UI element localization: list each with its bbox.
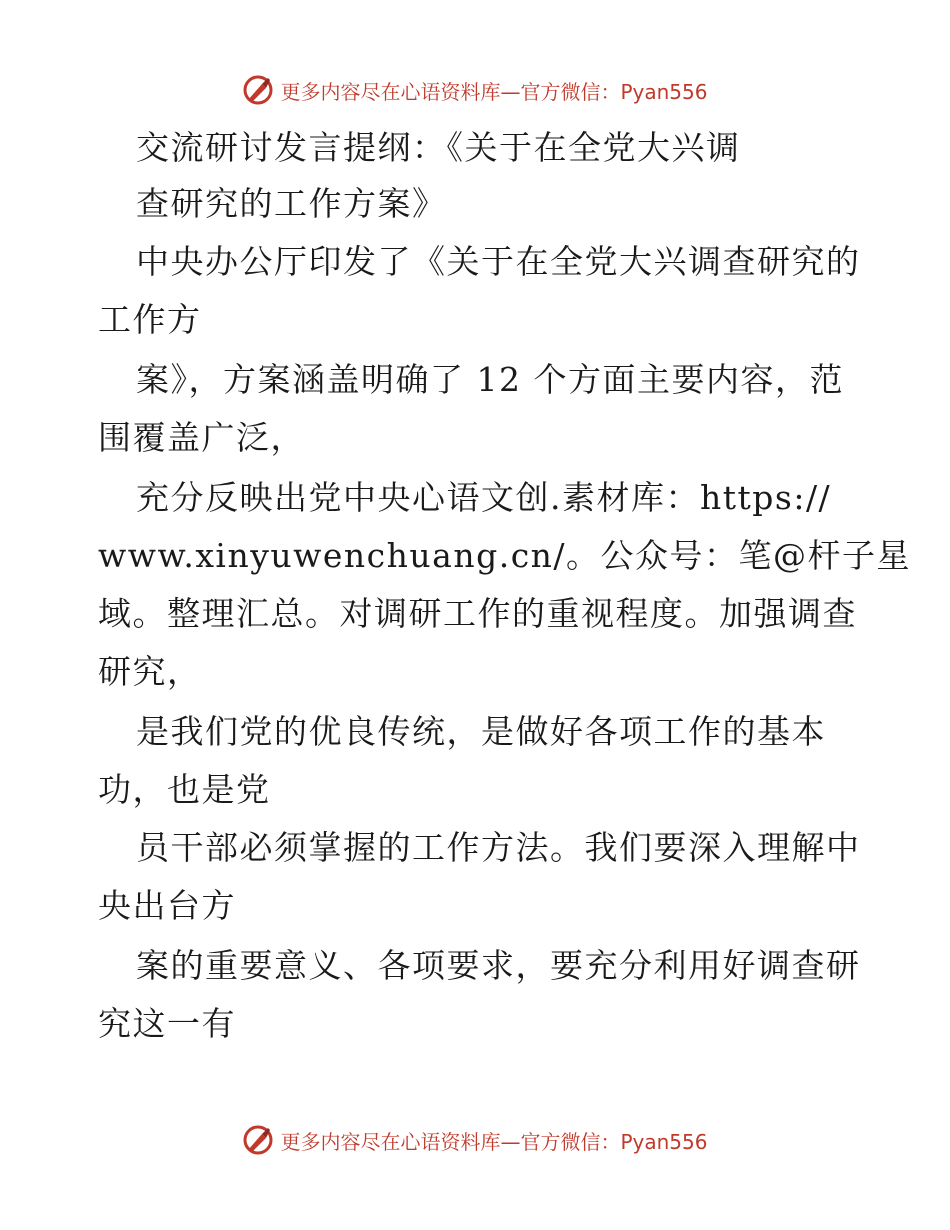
- header-watermark-banner: [0, 70, 950, 110]
- doc-line: 研究，: [98, 652, 202, 691]
- footer-watermark-text: 更多内容尽在心语资料库—官方微信：Pyan556: [280, 1129, 708, 1154]
- doc-line: 功，也是党: [98, 770, 271, 809]
- doc-line: 围覆盖广泛，: [98, 418, 305, 457]
- header-watermark-text: 更多内容尽在心语资料库—官方微信：Pyan556: [280, 79, 708, 104]
- doc-line: www.xinyuwenchuang.cn/。公众号：笔@杆子星: [98, 536, 912, 575]
- doc-line: 央出台方: [98, 886, 236, 925]
- doc-line: 案的重要意义、各项要求，要充分利用好调查研: [136, 946, 861, 985]
- doc-line: 究这一有: [98, 1004, 236, 1043]
- doc-line: 域。整理汇总。对调研工作的重视程度。加强调查: [98, 594, 857, 633]
- doc-line: 中央办公厅印发了《关于在全党大兴调查研究的: [136, 242, 861, 281]
- doc-line: 是我们党的优良传统，是做好各项工作的基本: [136, 712, 826, 751]
- doc-line: 交流研讨发言提纲：《关于在全党大兴调: [136, 128, 741, 167]
- doc-line: 员干部必须掌握的工作方法。我们要深入理解中: [136, 828, 861, 867]
- pen-logo-icon: [242, 1124, 274, 1156]
- doc-line: 充分反映出党中央心语文创.素材库：https://: [136, 478, 832, 517]
- doc-line: 查研究的工作方案》: [136, 184, 447, 223]
- pen-logo-icon: [242, 74, 274, 106]
- doc-line: 工作方: [98, 300, 202, 339]
- footer-watermark-banner: [0, 1120, 950, 1160]
- doc-line: 案》，方案涵盖明确了 12 个方面主要内容，范: [136, 360, 844, 399]
